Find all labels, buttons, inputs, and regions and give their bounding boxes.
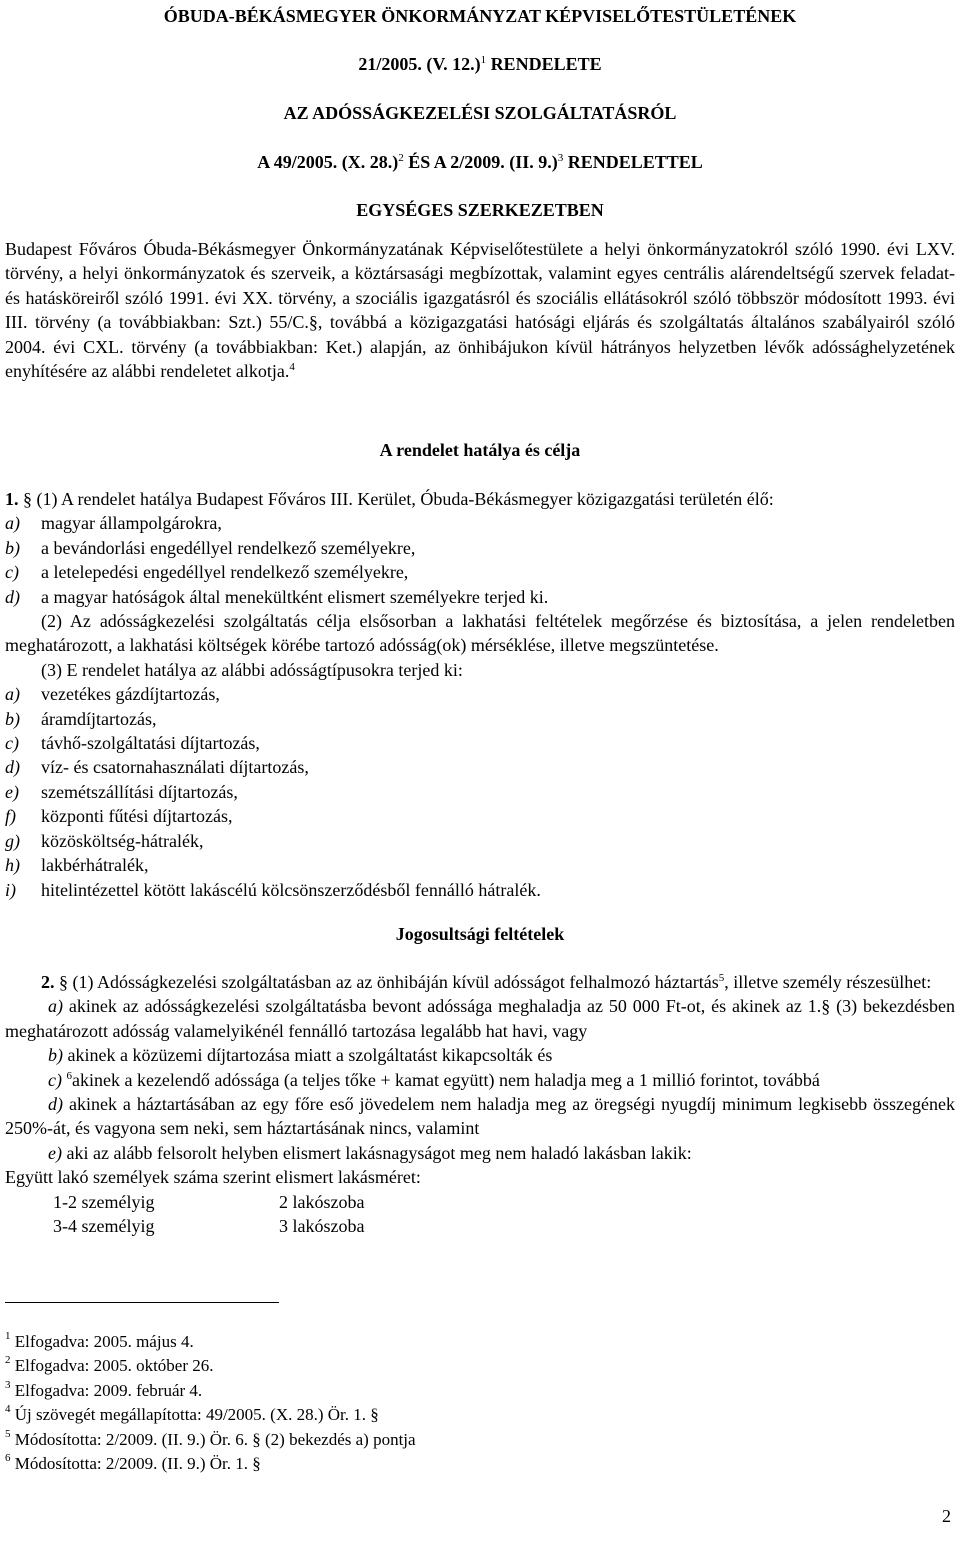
paragraph-text: , illetve személy részesülhet: bbox=[724, 972, 932, 992]
list-letter: e) bbox=[48, 1142, 62, 1163]
condition-text: akinek az adósságkezelési szolgáltatásba bevont adóssága meghaladja az 50 000 Ft-ot, és akinek az 1.§ (3) bekezdésben meghatározott adósság valamelyikénél fennálló tartozása legalább hat havi, vagy bbox=[5, 996, 955, 1041]
list-letter: e) bbox=[5, 781, 19, 802]
footnote-ref: 3 bbox=[557, 152, 564, 164]
condition-text: akinek a közüzemi díjtartozása miatt a szolgáltatást kikapcsolták és bbox=[67, 1045, 553, 1066]
list-item: vezetékes gázdíjtartozás, bbox=[41, 684, 220, 705]
footnote-text: Módosította: 2/2009. (II. 9.) Ör. 1. § bbox=[14, 1454, 261, 1474]
footnote bbox=[5, 1354, 416, 1378]
list-item: távhő-szolgáltatási díjtartozás, bbox=[41, 733, 260, 754]
list-letter: a) bbox=[5, 513, 20, 534]
list-item: szemétszállítási díjtartozás, bbox=[41, 781, 238, 802]
footnote bbox=[5, 1379, 416, 1403]
preamble-text: Budapest Főváros Óbuda-Békásmegyer Önkormányzatának Képviselőtestülete a helyi önkormányzatokról szóló 1990. évi LXV. törvény, a helyi önkormányzatok és szerveik, a köztársasági megbízottak, valamint egyes centrális alárendeltségű szervek feladat- és hatásköreiről szóló 1991. évi XX. törvény, a szociális igazgatásról és szociális ellátásokról szóló többször módosított 1993. évi III. törvény (a továbbiakban: Szt.) 55/C.§, továbbá a közigazgatási hatósági eljárás és szolgáltatás általános szabályairól szóló 2004. évi CXL. törvény (a továbbiakban: Ket.) alapján, az önhibájukon kívül hátrányos helyzetben lévők adóssághelyzetének enyhítésére az alábbi rendeletet alkotja. bbox=[5, 239, 955, 382]
table-cell-persons: 3-4 személyig bbox=[53, 1216, 155, 1237]
list-letter: h) bbox=[5, 855, 20, 876]
footnote-text: Elfogadva: 2009. február 4. bbox=[14, 1380, 203, 1400]
footnote bbox=[5, 1330, 416, 1354]
footnote-ref: 6 bbox=[66, 1069, 72, 1082]
list-item: víz- és csatornahasználati díjtartozás, bbox=[41, 757, 309, 778]
table-row bbox=[5, 1190, 955, 1214]
footnote bbox=[5, 1403, 416, 1427]
list-letter: b) bbox=[5, 537, 20, 558]
section-1-body bbox=[5, 487, 955, 902]
section-1-heading: A rendelet hatálya és célja bbox=[379, 440, 581, 460]
paragraph-text: § (1) Adósságkezelési szolgáltatásban az az önhibáján kívül adósságot felhalmozó háztartás bbox=[59, 972, 719, 992]
table-cell-rooms: 2 lakószoba bbox=[279, 1191, 365, 1212]
list-letter: i) bbox=[5, 879, 16, 900]
section-number: 1. bbox=[5, 489, 19, 509]
list-item: a bevándorlási engedéllyel rendelkező személyekre, bbox=[41, 537, 416, 558]
footnote-number: 3 bbox=[5, 1378, 11, 1391]
list-item: lakbérhátralék, bbox=[41, 855, 149, 876]
table-title: Együtt lakó személyek száma szerint elismert lakásméret: bbox=[5, 1167, 421, 1188]
list-item: áramdíjtartozás, bbox=[41, 708, 157, 729]
condition-c bbox=[5, 1068, 955, 1092]
list-letter: a) bbox=[5, 684, 20, 705]
list-letter: d) bbox=[48, 1094, 63, 1115]
list-letter: c) bbox=[48, 1069, 62, 1090]
condition-b bbox=[5, 1043, 955, 1067]
list-letter: c) bbox=[5, 562, 19, 583]
footnote-text: Új szövegét megállapította: 49/2005. (X. 28.) Ör. 1. § bbox=[14, 1405, 379, 1425]
condition-text: akinek a háztartásában az egy főre eső jövedelem nem haladja meg az öregségi nyugdíj minimum legkisebb összegének 250%-át, és vagyona sem neki, sem háztartásának nincs, valamint bbox=[5, 1094, 956, 1139]
section-2-paragraph-1 bbox=[5, 970, 955, 994]
footnote-number: 2 bbox=[5, 1354, 11, 1367]
footnote-text: Elfogadva: 2005. május 4. bbox=[14, 1332, 194, 1351]
section-2-body bbox=[5, 970, 955, 1238]
footnote-ref: 2 bbox=[398, 152, 404, 164]
title-line-2 bbox=[5, 52, 955, 76]
list-letter: b) bbox=[5, 708, 20, 729]
table-cell-persons: 1-2 személyig bbox=[53, 1191, 155, 1212]
list-letter: d) bbox=[5, 757, 20, 778]
list-letter: f) bbox=[5, 806, 16, 827]
section-1-paragraph-3: (3) E rendelet hatálya az alábbi adósságtípusokra terjed ki: bbox=[41, 659, 463, 680]
list-item: magyar állampolgárokra, bbox=[41, 513, 222, 534]
section-1-paragraph-1 bbox=[5, 487, 955, 511]
paragraph-text: § (1) A rendelet hatálya Budapest Főváros III. Kerület, Óbuda-Békásmegyer közigazgatási területén élő: bbox=[23, 489, 774, 509]
footnote-separator bbox=[5, 1302, 279, 1303]
list-item: a letelepedési engedéllyel rendelkező személyekre, bbox=[41, 562, 409, 583]
footnote-number: 1 bbox=[5, 1330, 11, 1342]
list-letter: a) bbox=[48, 996, 63, 1017]
title-line-4 bbox=[5, 150, 955, 174]
title-line-5: EGYSÉGES SZERKEZETBEN bbox=[356, 200, 604, 220]
condition-e bbox=[5, 1141, 955, 1165]
condition-text: aki az alább felsorolt helyben elismert lakásnagyságot meg nem haladó lakásban lakik: bbox=[66, 1142, 692, 1163]
footnote bbox=[5, 1452, 416, 1476]
amendment-2: ÉS A 2/2009. (II. 9.) bbox=[403, 152, 558, 172]
list-letter: g) bbox=[5, 830, 20, 851]
list-letter: d) bbox=[5, 586, 20, 607]
amendment-1: A 49/2005. (X. 28.) bbox=[257, 152, 399, 172]
page-number: 2 bbox=[942, 1506, 951, 1526]
footnote-text: Elfogadva: 2005. október 26. bbox=[14, 1356, 214, 1376]
footnote-number: 4 bbox=[5, 1403, 11, 1416]
footnote bbox=[5, 1428, 416, 1452]
list-letter: c) bbox=[5, 733, 19, 754]
footnote-text: Módosította: 2/2009. (II. 9.) Ör. 6. § (2) bekezdés a) pontja bbox=[14, 1429, 416, 1449]
amendment-label: RENDELETTEL bbox=[563, 152, 703, 172]
footnote-ref: 1 bbox=[480, 54, 487, 66]
list-letter: b) bbox=[48, 1045, 63, 1066]
paragraph-text: (2) Az adósságkezelési szolgáltatás célja elsősorban a lakhatási feltételek megőrzése és biztosítása, a jelen rendeletben meghatározott, a lakhatási költségek körébe tartozó adósság(ok) mérséklése, illetve megszüntetése. bbox=[5, 611, 955, 656]
decree-number: 21/2005. (V. 12.) bbox=[358, 54, 481, 74]
list-item: közösköltség-hátralék, bbox=[41, 830, 204, 851]
section-number: 2. bbox=[41, 972, 55, 992]
condition-text: akinek a kezelendő adóssága (a teljes tőke + kamat együtt) nem haladja meg a 1 millió forintot, továbbá bbox=[71, 1069, 820, 1090]
section-2-heading: Jogosultsági feltételek bbox=[395, 924, 565, 944]
decree-label: RENDELETE bbox=[486, 54, 602, 74]
list-item: hitelintézettel kötött lakáscélú kölcsönszerződésből fennálló hátralék. bbox=[41, 879, 541, 900]
list-item: a magyar hatóságok által menekültként elismert személyekre terjed ki. bbox=[41, 586, 549, 607]
title-line-1: ÓBUDA-BÉKÁSMEGYER ÖNKORMÁNYZAT KÉPVISELŐTESTÜLETÉNEK bbox=[163, 6, 797, 26]
footnote-ref: 4 bbox=[289, 361, 295, 374]
list-item: központi fűtési díjtartozás, bbox=[41, 806, 233, 827]
table-row bbox=[5, 1214, 955, 1238]
footnote-ref: 5 bbox=[718, 972, 725, 984]
table-cell-rooms: 3 lakószoba bbox=[279, 1216, 365, 1237]
footnote-number: 5 bbox=[5, 1427, 11, 1440]
condition-a bbox=[5, 994, 955, 1043]
preamble bbox=[5, 237, 955, 383]
footnote-number: 6 bbox=[5, 1452, 11, 1465]
footnotes bbox=[5, 1330, 416, 1476]
section-1-paragraph-2 bbox=[5, 609, 955, 658]
condition-d bbox=[5, 1092, 955, 1141]
title-line-3: AZ ADÓSSÁGKEZELÉSI SZOLGÁLTATÁSRÓL bbox=[283, 103, 677, 123]
